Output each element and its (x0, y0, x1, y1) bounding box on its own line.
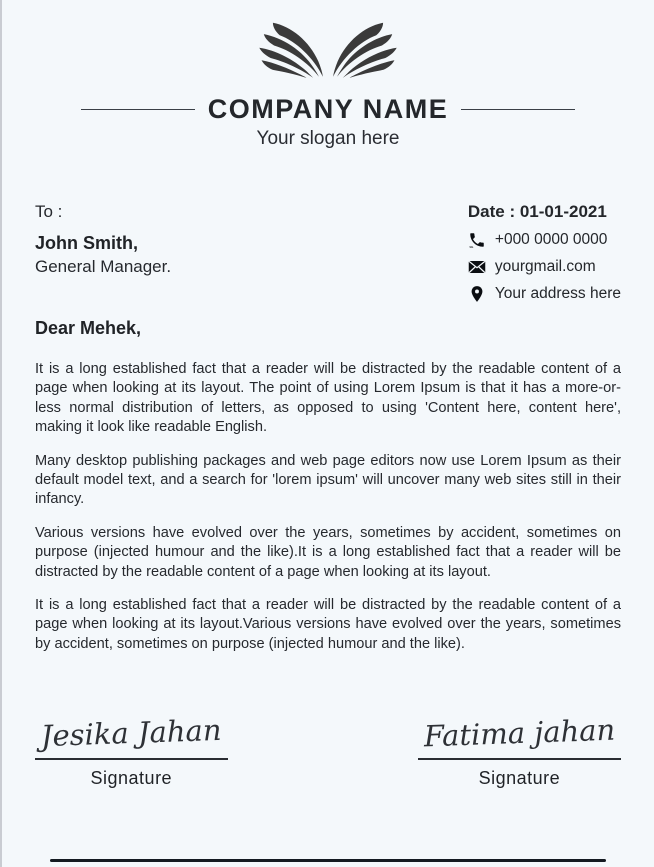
signature-script-right: Fatima jahan (423, 712, 616, 754)
letter-body (2, 360, 654, 654)
phone-row (468, 231, 608, 249)
body-paragraph-3: Various versions have evolved over the years, sometimes by accident, sometimes on purpose (injected humour and the like).It is a long established fact that a reader will be distracted by the readable content of a page when looking at its layout. (35, 524, 621, 580)
footer-rule (50, 859, 606, 862)
body-paragraph-1: It is a long established fact that a reader will be distracted by the readable content of a page when looking at its layout. The point of using Lorem Ipsum is that it has a more-or-less normal distribution of letters, as opposed to using 'Content here, content here', making it look like readable English. (35, 361, 621, 436)
email-row (468, 258, 596, 276)
letterhead-header (2, 0, 654, 150)
location-pin-icon (468, 285, 486, 303)
info-row (2, 202, 654, 303)
salutation: Dear Mehek, (35, 318, 142, 338)
body-paragraph-2: Many desktop publishing packages and web page editors now use Lorem Ipsum as their default model text, and a search for 'lorem ipsum' will uncover many web sites still in their infancy. (35, 452, 621, 508)
signature-block-left (35, 712, 228, 789)
signature-label-right: Signature (478, 768, 561, 788)
company-name-row (2, 94, 654, 125)
left-wing (259, 23, 323, 78)
recipient-name: John Smith, (35, 233, 138, 253)
email-icon (468, 258, 486, 276)
email-text: yourgmail.com (494, 258, 596, 275)
header-rule-left (81, 109, 195, 110)
phone-text: +000 0000 0000 (494, 231, 608, 248)
recipient-block (35, 202, 171, 277)
signature-label-left: Signature (90, 768, 173, 788)
signature-script-left: Jesika Jahan (40, 712, 222, 754)
company-name: COMPANY NAME (207, 94, 449, 124)
company-slogan: Your slogan here (256, 128, 400, 149)
header-rule-right (461, 109, 575, 110)
address-text: Your address here (494, 285, 621, 302)
signature-row (2, 712, 654, 789)
date-text: Date : 01-01-2021 (467, 202, 607, 221)
recipient-title: General Manager. (35, 257, 172, 276)
phone-icon (468, 231, 486, 249)
right-wing (333, 23, 397, 78)
to-label: To : (35, 202, 63, 221)
signature-block-right (418, 712, 621, 789)
body-paragraph-4: It is a long established fact that a reader will be distracted by the readable content of a page when looking at its layout.Various versions have evolved over the years, sometimes by accident, sometimes on purpose (injected humour and the like). (35, 597, 621, 652)
address-row (468, 285, 621, 303)
meta-block (468, 202, 621, 303)
wings-logo-icon (2, 10, 654, 90)
